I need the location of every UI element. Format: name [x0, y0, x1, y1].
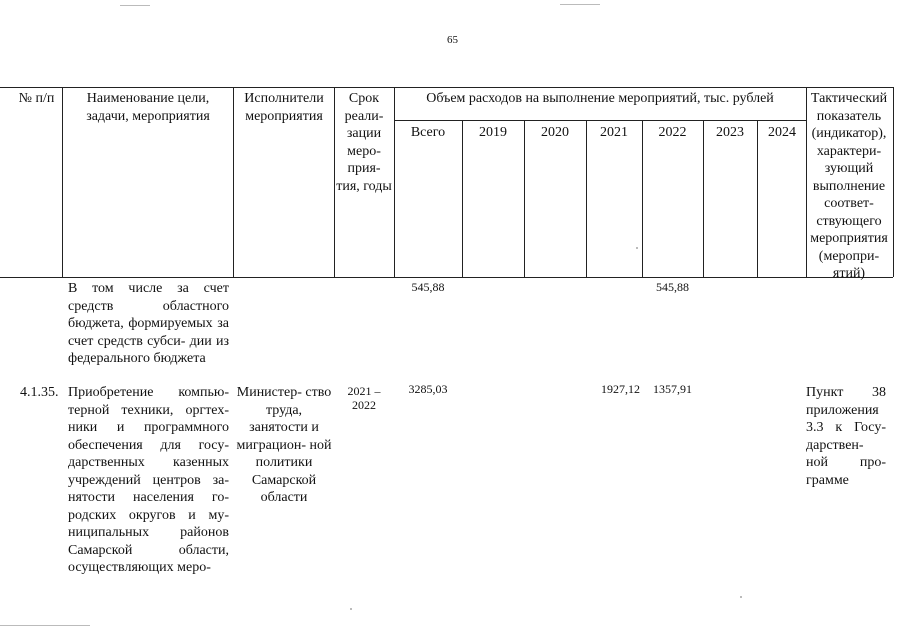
- expenses-subheader-border: [394, 120, 806, 121]
- header-year-2023: 2023: [716, 125, 744, 140]
- row-1-total: 545,88: [411, 280, 445, 294]
- header-expenses-group: Объем расходов на выполнение мероприятий, тыс. рублей: [426, 91, 774, 106]
- scan-speck: [120, 5, 150, 6]
- scan-speck: [350, 608, 352, 610]
- header-period: Срок реали- зации меро- прия- тия, годы: [336, 91, 392, 194]
- table-top-border: [0, 87, 893, 88]
- scan-speck: [0, 625, 90, 626]
- col-divider: [703, 120, 704, 277]
- col-divider: [62, 87, 63, 277]
- col-divider: [586, 120, 587, 277]
- col-divider: [524, 120, 525, 277]
- col-divider: [757, 120, 758, 277]
- row-2-executors: Министер- ство труда, занятости и миграцион- ной политики Самарской области: [236, 385, 332, 505]
- col-divider: [462, 120, 463, 277]
- row-2-name: Приобретение компью- терной техники, оргтех- ники и программного обеспечения для госу- дарственных казенных учреждений центров за- нятости населения го- родских округов и му- ниципальных районов Самарской области, осуществляющих меро-: [68, 385, 229, 575]
- header-year-2022: 2022: [658, 125, 687, 140]
- row-2-num: 4.1.35.: [20, 385, 59, 400]
- row-1-2022: 545,88: [656, 280, 689, 294]
- header-bottom-border: [0, 277, 893, 278]
- row-2-total: 3285,03: [408, 382, 448, 396]
- col-divider: [334, 87, 335, 277]
- header-year-2020: 2020: [541, 125, 569, 140]
- page-number: 65: [447, 34, 458, 46]
- header-year-2021: 2021: [600, 125, 628, 140]
- scan-speck: [740, 596, 742, 598]
- col-divider: [642, 120, 643, 277]
- header-executors: Исполнители мероприятия: [244, 91, 324, 124]
- row-2-2021: 1927,12: [601, 382, 640, 396]
- row-2-2022: 1357,91: [653, 382, 692, 396]
- header-num: № п/п: [18, 91, 55, 106]
- row-1-name: В том числе за счет средств областного бюджета, формируемых за счет средств субси- дии из федерального бюджета: [68, 281, 229, 366]
- row-2-period: 2021 – 2022: [347, 384, 381, 412]
- header-indicator: Тактический показатель (индикатор), характери- зующий выполнение соответ- ствующего мероприятия (меропри- ятий): [810, 91, 888, 281]
- scan-speck: [560, 4, 600, 5]
- header-year-2024: 2024: [768, 125, 796, 140]
- row-2-indicator: Пункт 38 приложения 3.3 к Госу- дарствен- ной про- грамме: [806, 385, 886, 488]
- scan-speck: [636, 247, 638, 249]
- col-divider: [394, 87, 395, 277]
- header-year-2019: 2019: [479, 125, 507, 140]
- header-total: Всего: [410, 125, 446, 140]
- col-divider: [233, 87, 234, 277]
- header-name: Наименование цели, задачи, мероприятия: [86, 91, 210, 124]
